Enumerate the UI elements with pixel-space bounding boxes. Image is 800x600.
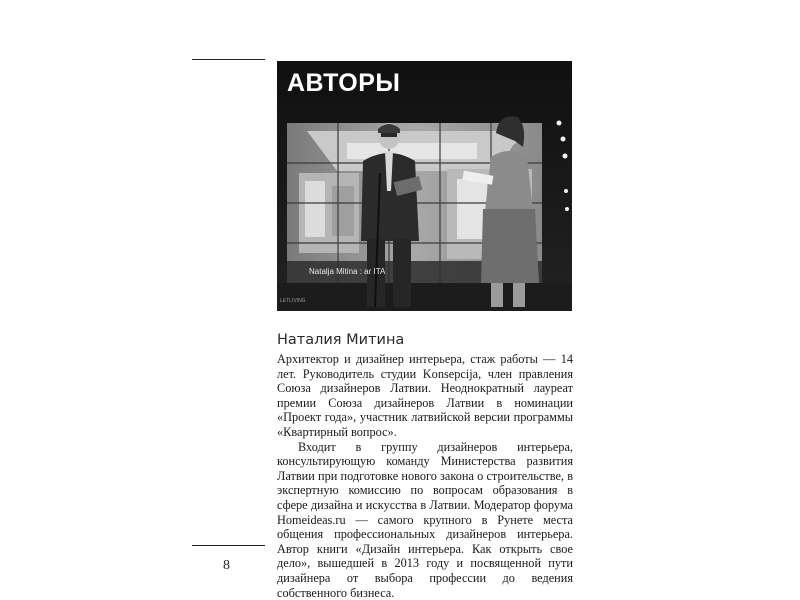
bio-paragraph: Архитектор и дизайнер интерьера, стаж работы — 14 лет. Руководитель студии Konsepcija, член правления Союза дизайнеров Латвии. Неоднократный лауреат премии Союза дизайнеров Латвии в номинации «Проект года», участник латвийской версии программы «Квартирный вопрос». xyxy=(277,352,573,439)
page-number: 8 xyxy=(223,558,230,573)
authors-photo xyxy=(277,61,572,311)
section-heading: АВТОРЫ xyxy=(287,69,401,97)
author-bio xyxy=(277,352,573,600)
screen-caption: Natalja Mitina : ar ITA xyxy=(309,267,386,276)
top-rule xyxy=(192,59,265,60)
bio-paragraph: Входит в группу дизайнеров интерьера, консультирующую команду Министерства развития Латвии при подготовке нового закона о строительстве, в экспертную комиссию по вопросам образования в сфере дизайна и искусства в Латвии. Модератор форума Homeideas.ru — самого крупного в Рунете места общения профессиональных дизайнеров интерьера. Автор книги «Дизайн интерьера. Как открыть свое дело», вышедшей в 2013 году и посвященной пути дизайнера от выбора профессии до ведения собственного бизнеса. xyxy=(277,439,573,600)
bottom-rule xyxy=(192,545,265,546)
author-name: Наталия Митина xyxy=(277,332,405,348)
stage-brand-text: LETLIVING xyxy=(280,298,306,304)
